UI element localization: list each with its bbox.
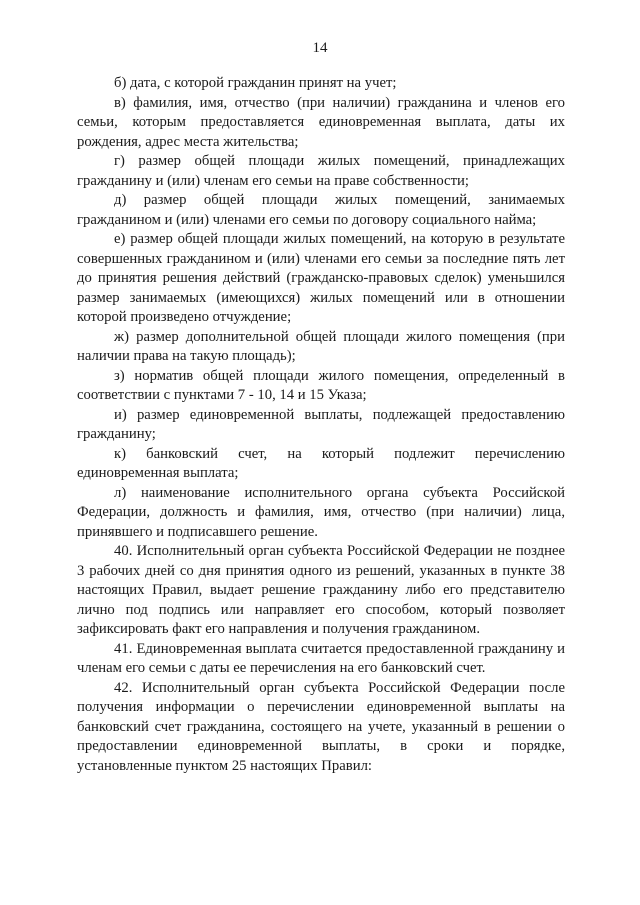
paragraph-clause-41: 41. Единовременная выплата считается предоставленной гражданину и членам его семьи с даты ее перечисления на его банковский счет. xyxy=(77,640,565,676)
paragraph-item-zh: ж) размер дополнительной общей площади жилого помещения (при наличии права на такую площадь); xyxy=(77,328,565,364)
paragraph-item-l: л) наименование исполнительного органа субъекта Российской Федерации, должность и фамилия, имя, отчество (при наличии) лица, принявшего и подписавшего решение. xyxy=(77,484,565,540)
document-body xyxy=(77,74,565,776)
paragraph-item-d: д) размер общей площади жилых помещений, занимаемых гражданином и (или) членами его семьи по договору социального найма; xyxy=(77,192,565,228)
paragraph-item-v: в) фамилия, имя, отчество (при наличии) гражданина и членов его семьи, которым предоставляется единовременная выплата, даты их рождения, адрес места жительства; xyxy=(77,94,565,150)
paragraph-item-g: г) размер общей площади жилых помещений, принадлежащих гражданину и (или) членам его семьи на праве собственности; xyxy=(77,153,565,189)
page-number: 14 xyxy=(312,40,328,56)
paragraph-clause-42: 42. Исполнительный орган субъекта Российской Федерации после получения информации о перечислении единовременной выплаты на банковский счет гражданина, состоящего на учете, указанный в решении о предоставлении единовременной выплаты, в сроки и порядке, установленные пунктом 25 настоящих Правил: xyxy=(77,679,565,774)
paragraph-item-z: з) норматив общей площади жилого помещения, определенный в соответствии с пунктами 7 - 10, 14 и 15 Указа; xyxy=(77,367,565,403)
paragraph-item-k: к) банковский счет, на который подлежит перечислению единовременная выплата; xyxy=(77,445,565,481)
paragraph-item-b: б) дата, с которой гражданин принят на учет; xyxy=(114,75,397,91)
paragraph-item-e: е) размер общей площади жилых помещений, на которую в результате совершенных гражданином и (или) членами его семьи за последние пять лет до принятия решения действий (гражданско-правовых сделок) уменьшился размер занимаемых (имеющихся) жилых помещений или в отношении которой произведено отчуждение; xyxy=(77,231,565,325)
paragraph-item-i: и) размер единовременной выплаты, подлежащей предоставлению гражданину; xyxy=(77,406,565,442)
paragraph-clause-40: 40. Исполнительный орган субъекта Российской Федерации не позднее 3 рабочих дней со дня принятия одного из решений, указанных в пункте 38 настоящих Правил, выдает решение гражданину либо его представителю лично под подпись или направляет его способом, который позволяет зафиксировать факт его направления и получения гражданином. xyxy=(77,543,565,637)
